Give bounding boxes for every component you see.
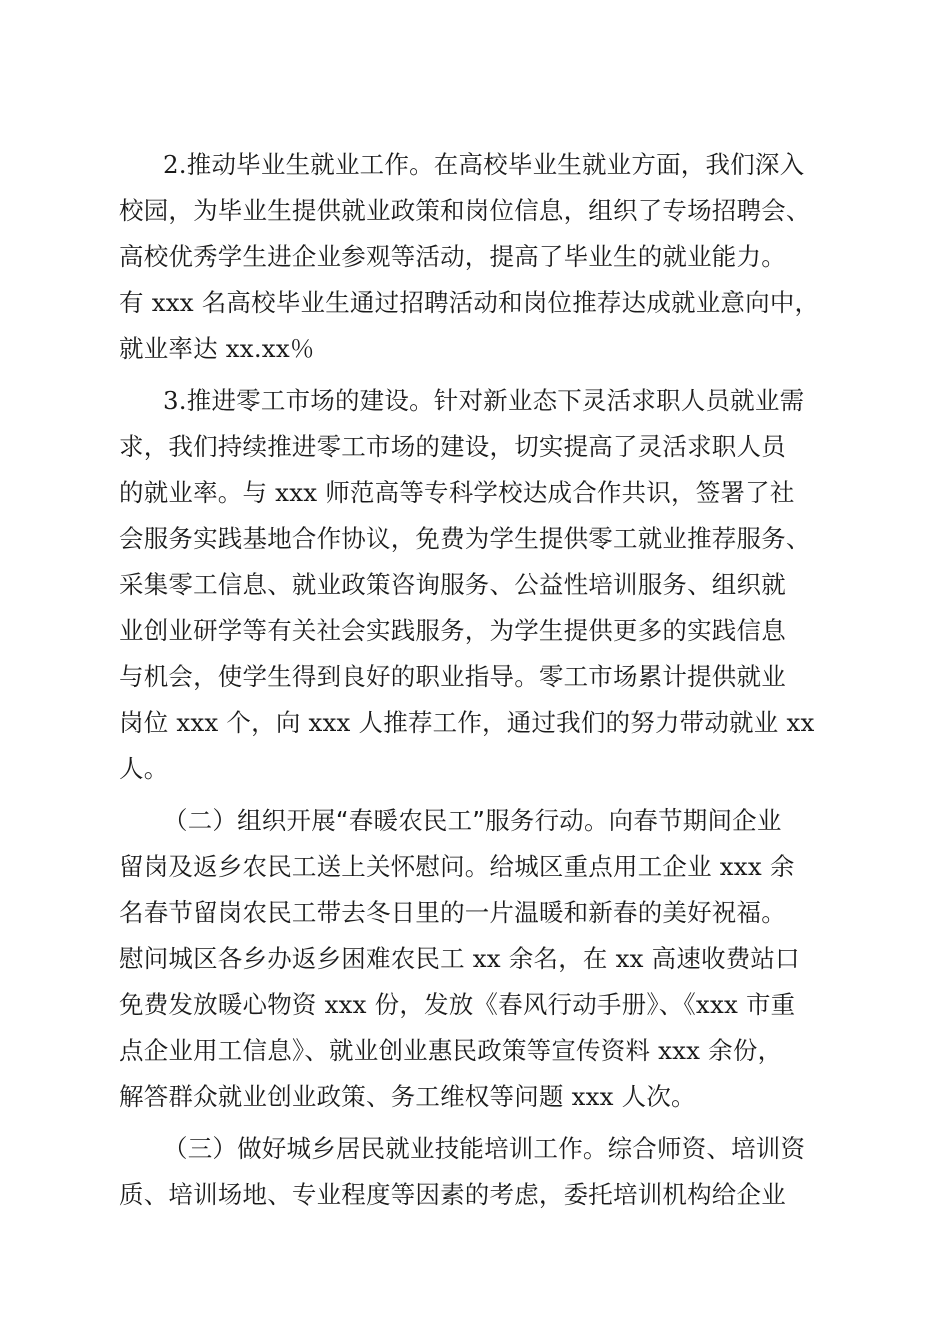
paragraph-gig-market [119,378,831,792]
paragraph-line: 求，我们持续推进零工市场的建设，切实提高了灵活求职人员 [119,432,786,461]
paragraph-line: （三）做好城乡居民就业技能培训工作。综合师资、培训资 [163,1134,806,1163]
paragraph-line: 就业率达 xx.xx％ [119,334,315,363]
paragraph-line: 业创业研学等有关社会实践服务，为学生提供更多的实践信息 [119,616,786,645]
paragraph-graduate-employment [119,142,831,372]
paragraph-line: 留岗及返乡农民工送上关怀慰问。给城区重点用工企业 xxx 余 [119,852,795,881]
paragraph-line: 2.推动毕业生就业工作。在高校毕业生就业方面，我们深入 [163,150,805,179]
paragraph-line: 人。 [119,754,169,783]
paragraph-line: 会服务实践基地合作协议，免费为学生提供零工就业推荐服务、 [119,524,811,553]
paragraph-line: 岗位 xxx 个，向 xxx 人推荐工作，通过我们的努力带动就业 xx [119,708,815,737]
paragraph-line: 免费发放暖心物资 xxx 份，发放《春风行动手册》、《xxx 市重 [119,990,796,1019]
paragraph-line: 有 xxx 名高校毕业生通过招聘活动和岗位推荐达成就业意向中， [119,288,820,317]
paragraph-line: 高校优秀学生进企业参观等活动，提高了毕业生的就业能力。 [119,242,786,271]
paragraph-line: 校园，为毕业生提供就业政策和岗位信息，组织了专场招聘会、 [119,196,811,225]
paragraph-line: （二）组织开展“春暖农民工”服务行动。向春节期间企业 [163,806,782,835]
paragraph-line: 3.推进零工市场的建设。针对新业态下灵活求职人员就业需 [163,386,805,415]
document-body [119,142,831,1218]
paragraph-skills-training [119,1126,831,1218]
paragraph-line: 采集零工信息、就业政策咨询服务、公益性培训服务、组织就 [119,570,786,599]
paragraph-line: 解答群众就业创业政策、务工维权等问题 xxx 人次。 [119,1082,696,1111]
paragraph-line: 的就业率。与 xxx 师范高等专科学校达成合作共识，签署了社 [119,478,795,507]
paragraph-migrant-workers [119,798,831,1120]
paragraph-line: 质、培训场地、专业程度等因素的考虑，委托培训机构给企业 [119,1180,786,1209]
paragraph-line: 慰问城区各乡办返乡困难农民工 xx 余名，在 xx 高速收费站口 [119,944,800,973]
paragraph-line: 名春节留岗农民工带去冬日里的一片温暖和新春的美好祝福。 [119,898,786,927]
paragraph-line: 点企业用工信息》、就业创业惠民政策等宣传资料 xxx 余份， [119,1036,783,1065]
paragraph-line: 与机会，使学生得到良好的职业指导。零工市场累计提供就业 [119,662,786,691]
